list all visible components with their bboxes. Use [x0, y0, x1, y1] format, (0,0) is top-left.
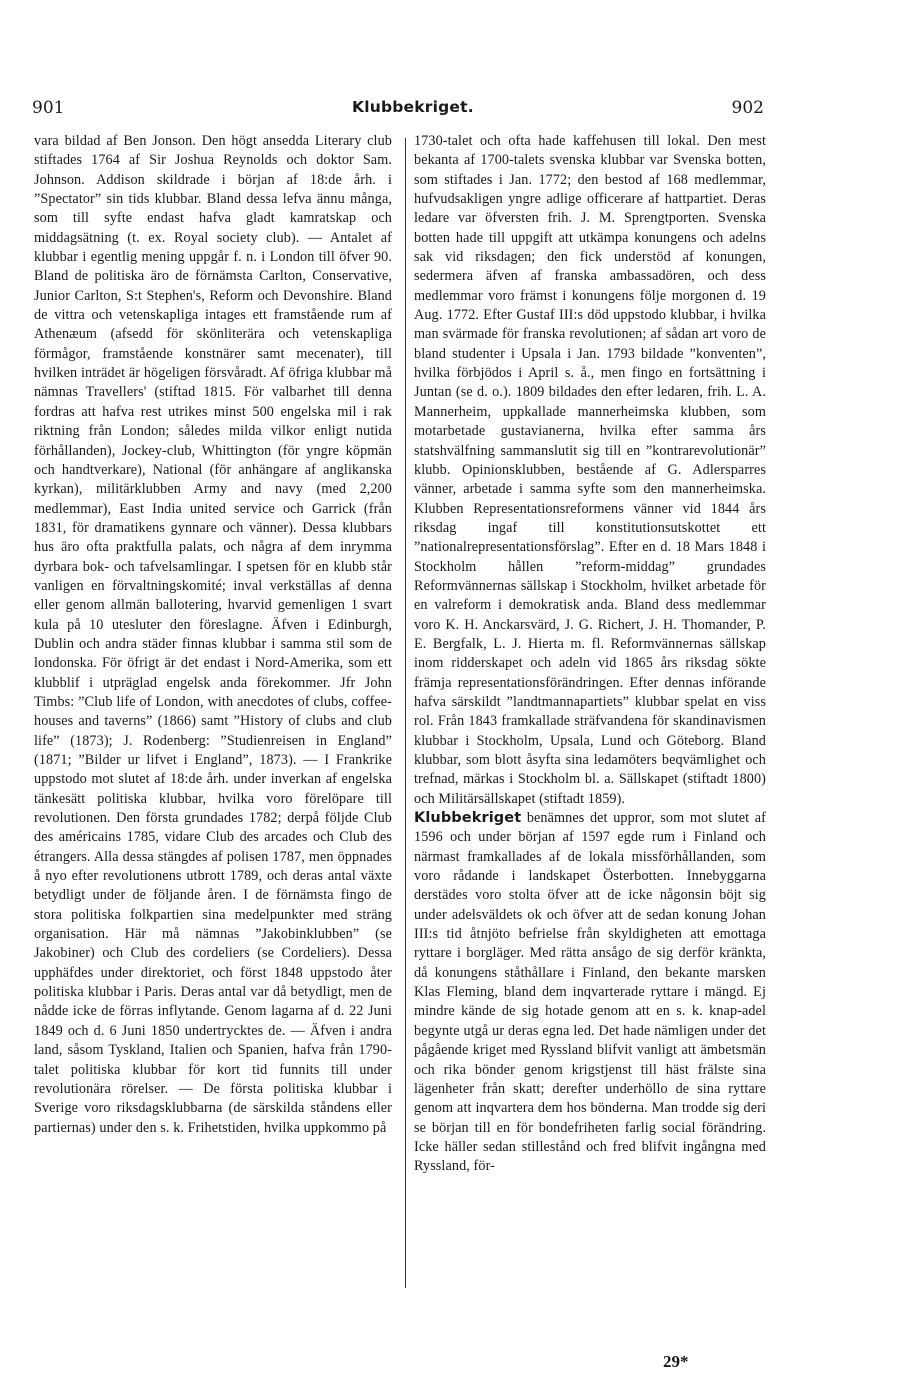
running-title: Klubbekriget.: [352, 98, 474, 116]
page-number-left: 901: [32, 98, 65, 118]
right-column-paragraph-2: benämnes det uppror, som mot slutet af 1596 och under början af 1597 egde rum i Finland och närmast framkallades af de lokala missförhållanden, som voro rådande i landskapet Österbotten. Innebyggarna derstädes voro stolta öfver att de icke någonsin böjt sig under adelsväldets ok och öfver att de sedan konung Johan III:s tid åtnjöto befrielse från skyldigheten att emottaga ryttare i borgläger. Med rätta ansågo de sig derför kränkta, då konungens ståthållare i Finland, den bekante marsken Klas Fleming, bland dem inqvarterade ryttare i mängd. Ej mindre kände de sig hotade genom att en s. k. knap-adel begynte utgå ur deras egna led. Det hade nämligen under det pågående kriget med Ryssland blifvit vanligt att ämbetsmän och rika bönder genom krigstjenst till häst frälste sina lägenheter från skatt; derefter underhöllo de sina ryttare genom att inqvartera dem hos bönderna. Man trodde sig deri se början till en för bondefriheten farlig social förändring. Icke häller sedan stillestånd och fred blifvit ingångna med Ryssland, för-: [414, 810, 766, 1175]
page-header: [0, 98, 904, 122]
left-column-text: vara bildad af Ben Jonson. Den högt ansedda Literary club stiftades 1764 af Sir Joshua Reynolds och doktor Sam. Johnson. Addison skildrade i början af 18:de årh. i ”Spectator” sin tids klubbar. Bland dessa lefva ännu många, som till syfte endast hafva gladt kamratskap och middagsätning (t. ex. Royal society club). — Antalet af klubbar i egentlig mening uppgår f. n. i London till öfver 90. Bland de politiska äro de förnämsta Carlton, Conservative, Junior Carlton, S:t Stephen's, Reform och Devonshire. Bland de vittra och vetenskapliga intages ett framstående rum af Athenæum (afsedd för skönliterära och vetenskapliga förmågor, framstående konstnärer samt mecenater), till hvilken inträdet är högeligen försvåradt. Af öfriga klubbar må nämnas Travellers' (stiftad 1815. För valbarhet till denna fordras att hafva rest utrikes minst 500 engelska mil i rak riktning från London; således milda vilkor enligt nutida förhållanden), Jockey-club, Whittington (för yngre köpmän och handtverkare), National (för anhängare af anglikanska kyrkan), militärklubben Army and navy (med 2,200 medlemmar), East India united service och Garrick (från 1831, för dramatikens gynnare och vänner). Dessa klubbars hus äro ofta praktfulla palats, och några af dem inrymma dyrbara bok- och tafvelsamlingar. I spetsen för en klubb står vanligen en förvaltningskomité; inval verkställas af denna eller genom allmän ballotering, hvarvid gemenligen 1 svart kula på 10 utesluter den föreslagne. Äfven i Edinburgh, Dublin och andra städer finnas klubbar i samma stil som de londonska. För öfrigt är det endast i Nord-Amerika, som ett klubblif i utpräglad engelsk anda förekommer. Jfr John Timbs: ”Club life of London, with anecdotes of clubs, coffee-houses and taverns” (1866) samt ”History of clubs and club life” (1873); J. Rodenberg: ”Studienreisen in England” (1871; ”Bilder ur lifvet i England”, 1873). — I Frankrike uppstodo mot slutet af 18:de årh. under inverkan af engelska tänkesätt politiska klubbar, hvilka voro förelöpare till revolutionen. Den första grundades 1782; derpå följde Club des américains 1785, vidare Club des arcades och Club des étrangers. Alla dessa stängdes af polisen 1787, men öppnades å nyo efter revolutionens utbrott 1789, och deras antal växte betydligt under de följande åren. I de förnämsta fingo de stora politiska folkpartien sina medelpunkter med sträng organisation. Här må nämnas ”Jakobinklubben” (se Jakobiner) och Club des cordeliers (se Cordeliers). Dessa upphäfdes under direktoriet, och först 1848 uppstodo åter politiska klubbar i Paris. Deras antal var då betydligt, men de nådde icke de förras inflytande. Genom lagarna af d. 22 Juni 1849 och d. 6 Juni 1850 undertrycktes de. — Äfven i andra land, såsom Tyskland, Italien och Spanien, hafva från 1790-talet politiska klubbar för kort tid funnits till under revolutionära rörelser. — De första politiska klubbar i Sverige voro riksdagsklubbarna (de särskilda ståndens eller partiernas) under den s. k. Frihetstiden, hvilka uppkommo på: [34, 133, 392, 1136]
article-klubbekriget: [414, 809, 766, 1177]
article-headword: Klubbekriget: [414, 810, 522, 827]
right-column: [414, 132, 766, 1177]
left-column: [34, 132, 392, 1138]
page-number-right: 902: [731, 98, 764, 118]
sheet-signature: 29*: [663, 1352, 689, 1371]
right-column-paragraph-1: 1730-talet och ofta hade kaffehusen till lokal. Den mest bekanta af 1700-talets svenska klubbar var Svenska botten, som stiftades i Jan. 1772; den bestod af 168 medlemmar, hufvudsakligen yngre adlige officerare af hattpartiet. Deras ledare var öfversten frih. J. M. Sprengtporten. Svenska botten hade till uppgift att utkämpa konungens och adelns sak vid riksdagen; den fick understöd af konungen, sedermera äfven af franska ambassadören, och dess medlemmar voro främst i konungens följe morgonen d. 19 Aug. 1772. Efter Gustaf III:s död uppstodo klubbar, i hvilka man svärmade för franska revolutionen; af sådan art voro de bland studenter i Upsala i Jan. 1793 bildade ”konventen”, hvilka förbjödos i April s. å., men fingo en fortsättning i Juntan (se d. o.). 1809 bildades den efter ledaren, frih. L. A. Mannerheim, uppkallade mannerheimska klubben, som motarbetade gustavianerna, hvilka efter samma års statshvälfning sammanslutit sig till en ”kontrarevolutionär” klubb. Opinionsklubben, bestående af G. Adlersparres vänner, arbetade i samma syfte som den mannerheimska. Klubben Representationsreformens vänner vid 1844 års riksdag ingaf till konstitutionsutskottet ett ”nationalrepresentationsförslag”. Efter en d. 18 Mars 1848 i Stockholm hållen ”reform-middag” grundades Reformvännernas sällskap i Stockholm, hvilket arbetade för en valreform i demokratisk anda. Bland dess medlemmar voro K. H. Anckarsvärd, J. G. Richert, J. H. Thomander, P. E. Bergfalk, L. J. Hierta m. fl. Reformvännernas sällskap inom ridderskapet och adeln vid 1865 års riksdag sökte främja representationsförändringen. Efter dennas införande hafva särskildt ”landtmannapartiets” klubbar spelat en viss rol. Från 1843 framkallade sträfvandena för skandinavismen klubbar i Stockholm, Upsala, Lund och Göteborg. Bland klubbar, som blott åsyfta sina ledamöters beqvämlighet och trefnad, märkas i Stockholm bl. a. Sällskapet (stiftadt 1800) och Militärsällskapet (stiftadt 1859).: [414, 133, 766, 807]
column-divider: [405, 138, 406, 1288]
